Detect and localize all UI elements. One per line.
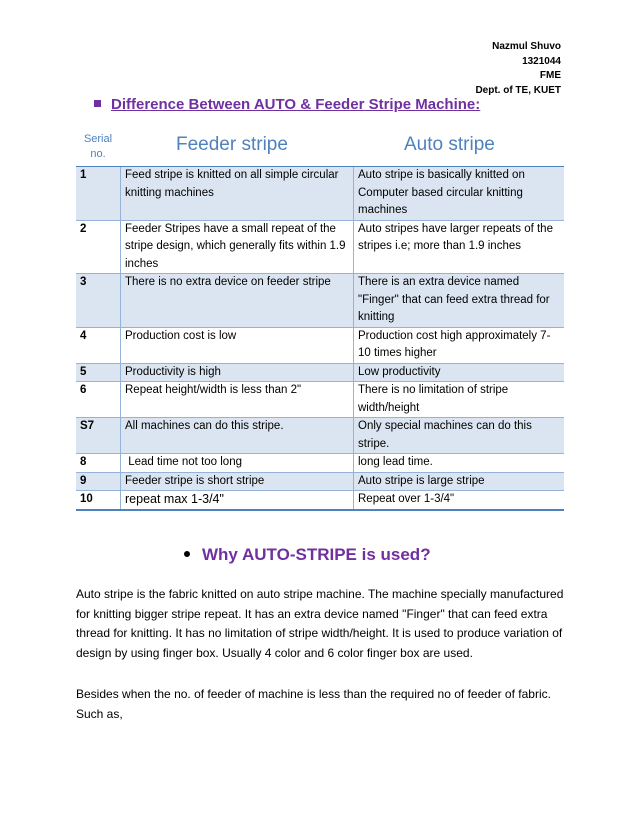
author-dept: Dept. of TE, KUET bbox=[475, 84, 561, 96]
comparison-table bbox=[76, 167, 564, 511]
header-auto-stripe: Auto stripe bbox=[404, 134, 495, 155]
table-row bbox=[76, 327, 564, 363]
cell-feeder: Productivity is high bbox=[121, 363, 354, 382]
table-header bbox=[76, 130, 564, 168]
header-serial: Serial no. bbox=[83, 133, 113, 160]
cell-serial: 9 bbox=[76, 472, 121, 491]
cell-serial: 8 bbox=[76, 454, 121, 473]
cell-feeder: Production cost is low bbox=[121, 327, 354, 363]
author-id: 1321044 bbox=[522, 55, 561, 67]
table-row bbox=[76, 382, 564, 418]
cell-auto: Low productivity bbox=[354, 363, 565, 382]
cell-auto: Only special machines can do this stripe. bbox=[354, 418, 565, 454]
table-row bbox=[76, 472, 564, 491]
heading-difference-text: Difference Between AUTO & Feeder Stripe Machine: bbox=[111, 96, 481, 113]
square-bullet-icon bbox=[94, 100, 101, 107]
cell-auto: Auto stripes have larger repeats of the stripes i.e; more than 1.9 inches bbox=[354, 220, 565, 274]
cell-auto: long lead time. bbox=[354, 454, 565, 473]
cell-auto: There is an extra device named "Finger" that can feed extra thread for knitting bbox=[354, 274, 565, 328]
heading-why-text: Why AUTO-STRIPE is used? bbox=[202, 545, 431, 564]
cell-serial: 10 bbox=[76, 491, 121, 510]
cell-serial: 1 bbox=[76, 167, 121, 220]
section-heading-difference bbox=[94, 96, 480, 113]
cell-feeder: All machines can do this stripe. bbox=[121, 418, 354, 454]
author-program: FME bbox=[539, 70, 561, 81]
table-row bbox=[76, 454, 564, 473]
table-row bbox=[76, 220, 564, 274]
section-heading-why-auto-stripe bbox=[184, 545, 431, 565]
paragraph-besides: Besides when the no. of feeder of machine is less than the required no of feeder of fabric. Such as, bbox=[76, 687, 551, 721]
cell-serial: 4 bbox=[76, 327, 121, 363]
cell-feeder: Feed stripe is knitted on all simple circular knitting machines bbox=[121, 167, 354, 220]
cell-feeder: Lead time not too long bbox=[121, 454, 354, 473]
cell-auto: There is no limitation of stripe width/height bbox=[354, 382, 565, 418]
cell-serial: 5 bbox=[76, 363, 121, 382]
header-feeder-stripe: Feeder stripe bbox=[176, 134, 288, 155]
cell-serial: 6 bbox=[76, 382, 121, 418]
table-row bbox=[76, 418, 564, 454]
paragraph-auto-stripe: Auto stripe is the fabric knitted on auto stripe machine. The machine specially manufactured for knitting bigger stripe repeat. It has an extra device named "Finger" that can feed extra thread for knitting. It has no limitation of stripe width/height. It is used to produce variation of design by using finger box. Usually 4 color and 6 color finger box are used. bbox=[76, 587, 564, 660]
table-row bbox=[76, 363, 564, 382]
cell-serial: 2 bbox=[76, 220, 121, 274]
cell-auto: Auto stripe is basically knitted on Computer based circular knitting machines bbox=[354, 167, 565, 220]
author-block bbox=[475, 40, 561, 98]
cell-auto: Repeat over 1-3/4" bbox=[354, 491, 565, 510]
cell-feeder: repeat max 1-3/4" bbox=[121, 491, 354, 510]
cell-serial: 3 bbox=[76, 274, 121, 328]
cell-feeder: Repeat height/width is less than 2" bbox=[121, 382, 354, 418]
table-row bbox=[76, 491, 564, 510]
cell-serial: S7 bbox=[76, 418, 121, 454]
table-row bbox=[76, 167, 564, 220]
cell-feeder: There is no extra device on feeder stripe bbox=[121, 274, 354, 328]
table-row bbox=[76, 274, 564, 328]
cell-auto: Production cost high approximately 7-10 times higher bbox=[354, 327, 565, 363]
round-bullet-icon bbox=[184, 551, 190, 557]
cell-feeder: Feeder stripe is short stripe bbox=[121, 472, 354, 491]
cell-feeder: Feeder Stripes have a small repeat of the stripe design, which generally fits within 1.9 inches bbox=[121, 220, 354, 274]
cell-auto: Auto stripe is large stripe bbox=[354, 472, 565, 491]
author-name: Nazmul Shuvo bbox=[492, 41, 561, 52]
